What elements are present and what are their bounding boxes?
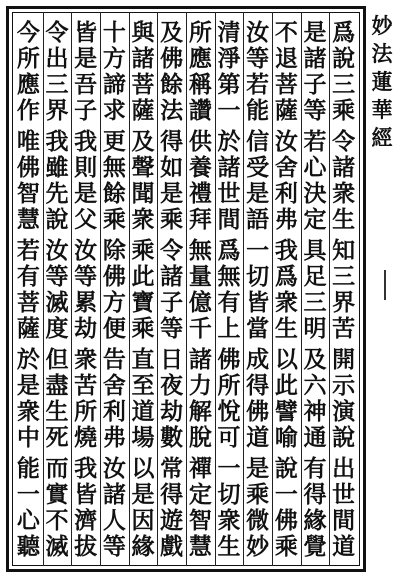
verse-char: 禮 bbox=[188, 180, 212, 207]
verse-char: 衆 bbox=[131, 206, 155, 233]
verse-char: 等 bbox=[160, 315, 184, 342]
verse-char: 是 bbox=[131, 481, 155, 508]
verse-char: 所 bbox=[74, 398, 98, 425]
verse-char: 令 bbox=[45, 19, 69, 46]
verse-char: 舍 bbox=[274, 154, 298, 181]
title-char: 妙 bbox=[371, 13, 393, 38]
verse-char: 定 bbox=[303, 206, 327, 233]
verse-char: 成 bbox=[246, 346, 270, 373]
title-char: 蓮 bbox=[371, 69, 393, 94]
verse-char: 說 bbox=[274, 455, 298, 482]
verse-char: 乘 bbox=[131, 237, 155, 264]
verse-char: 衆 bbox=[332, 180, 356, 207]
verse-char: 有 bbox=[217, 289, 241, 316]
verse-char: 子 bbox=[303, 71, 327, 98]
verse-char: 我 bbox=[74, 128, 98, 155]
verse-char: 緣 bbox=[131, 533, 155, 560]
verse-phrase bbox=[11, 456, 45, 560]
verse-char: 乘 bbox=[246, 481, 270, 508]
verse-char: 與 bbox=[131, 19, 155, 46]
verse-char: 燒 bbox=[74, 424, 98, 451]
verse-char: 妙 bbox=[246, 533, 270, 560]
verse-char: 解 bbox=[188, 398, 212, 425]
verse-char: 得 bbox=[246, 372, 270, 399]
verse-char: 而 bbox=[45, 455, 69, 482]
verse-char: 定 bbox=[188, 481, 212, 508]
verse-char: 若 bbox=[246, 71, 270, 98]
verse-char: 佛 bbox=[160, 45, 184, 72]
verse-char: 至 bbox=[131, 372, 155, 399]
verse-char: 以 bbox=[131, 455, 155, 482]
verse-char: 覺 bbox=[303, 533, 327, 560]
verse-char: 三 bbox=[332, 263, 356, 290]
verse-char: 乘 bbox=[160, 206, 184, 233]
verse-char: 決 bbox=[303, 180, 327, 207]
verse-char: 日 bbox=[160, 346, 184, 373]
verse-char: 作 bbox=[16, 97, 40, 124]
verse-char: 弗 bbox=[102, 424, 126, 451]
verse-char: 世 bbox=[332, 481, 356, 508]
verse-char: 信 bbox=[246, 128, 270, 155]
verse-char: 明 bbox=[303, 315, 327, 342]
verse-char: 等 bbox=[246, 45, 270, 72]
verse-char: 間 bbox=[217, 206, 241, 233]
verse-char: 應 bbox=[188, 45, 212, 72]
verse-char: 稱 bbox=[188, 71, 212, 98]
verse-char: 及 bbox=[303, 346, 327, 373]
verse-char: 餘 bbox=[160, 71, 184, 98]
verse-char: 道 bbox=[131, 398, 155, 425]
verse-char: 方 bbox=[102, 289, 126, 316]
verse-char: 佛 bbox=[102, 263, 126, 290]
title-char: 經 bbox=[371, 125, 393, 150]
verse-char: 是 bbox=[246, 180, 270, 207]
verse-char: 心 bbox=[16, 507, 40, 534]
verse-char: 得 bbox=[160, 481, 184, 508]
verse-char: 演 bbox=[332, 398, 356, 425]
verse-char: 應 bbox=[16, 71, 40, 98]
verse-char: 養 bbox=[188, 154, 212, 181]
verse-char: 拜 bbox=[188, 206, 212, 233]
verse-char: 有 bbox=[303, 455, 327, 482]
verse-char: 薩 bbox=[131, 97, 155, 124]
verse-char: 千 bbox=[188, 315, 212, 342]
verse-char: 弗 bbox=[274, 206, 298, 233]
verse-char: 是 bbox=[246, 455, 270, 482]
verse-char: 佛 bbox=[16, 154, 40, 181]
verse-phrase bbox=[11, 129, 45, 233]
verse-char: 足 bbox=[303, 263, 327, 290]
verse-char: 子 bbox=[74, 97, 98, 124]
verse-char: 子 bbox=[160, 289, 184, 316]
verse-char: 不 bbox=[274, 19, 298, 46]
verse-char: 汝 bbox=[45, 237, 69, 264]
verse-char: 諸 bbox=[160, 263, 184, 290]
verse-char: 等 bbox=[102, 533, 126, 560]
verse-char: 諸 bbox=[332, 154, 356, 181]
verse-char: 若 bbox=[16, 237, 40, 264]
verse-char: 等 bbox=[303, 97, 327, 124]
verse-char: 實 bbox=[45, 481, 69, 508]
verse-char: 人 bbox=[102, 507, 126, 534]
verse-char: 常 bbox=[160, 455, 184, 482]
verse-char: 菩 bbox=[274, 71, 298, 98]
verse-char: 告 bbox=[102, 346, 126, 373]
title-char: 法 bbox=[371, 41, 393, 66]
verse-char: 諸 bbox=[188, 346, 212, 373]
verse-char: 一 bbox=[16, 481, 40, 508]
title-char: 華 bbox=[371, 97, 393, 122]
verse-char: 是 bbox=[16, 372, 40, 399]
verse-char: 當 bbox=[246, 315, 270, 342]
verse-char: 是 bbox=[74, 45, 98, 72]
verse-char: 切 bbox=[217, 481, 241, 508]
verse-char: 乘 bbox=[131, 315, 155, 342]
verse-char: 說 bbox=[332, 424, 356, 451]
verse-char: 退 bbox=[274, 45, 298, 72]
verse-char: 場 bbox=[131, 424, 155, 451]
verse-char: 我 bbox=[74, 455, 98, 482]
verse-char: 苦 bbox=[74, 372, 98, 399]
verse-char: 清 bbox=[217, 19, 241, 46]
verse-char: 出 bbox=[332, 455, 356, 482]
verse-char: 界 bbox=[332, 289, 356, 316]
verse-char: 具 bbox=[303, 237, 327, 264]
verse-column bbox=[10, 20, 46, 560]
verse-char: 所 bbox=[188, 19, 212, 46]
verse-char: 譬 bbox=[274, 398, 298, 425]
verse-char: 界 bbox=[45, 97, 69, 124]
verse-char: 能 bbox=[16, 455, 40, 482]
verse-char: 有 bbox=[16, 263, 40, 290]
verse-char: 及 bbox=[131, 128, 155, 155]
verse-char: 所 bbox=[217, 372, 241, 399]
verse-char: 拔 bbox=[74, 533, 98, 560]
verse-char: 此 bbox=[131, 263, 155, 290]
verse-char: 心 bbox=[303, 154, 327, 181]
sutra-title-strip bbox=[368, 12, 396, 150]
verse-char: 上 bbox=[217, 315, 241, 342]
verse-char: 出 bbox=[45, 45, 69, 72]
verse-char: 六 bbox=[303, 372, 327, 399]
verse-char: 度 bbox=[45, 315, 69, 342]
verse-char: 除 bbox=[102, 237, 126, 264]
verse-char: 薩 bbox=[16, 315, 40, 342]
verse-char: 劫 bbox=[74, 315, 98, 342]
verse-char: 喻 bbox=[274, 424, 298, 451]
verse-char: 生 bbox=[274, 315, 298, 342]
verse-char: 世 bbox=[217, 180, 241, 207]
verse-char: 數 bbox=[160, 424, 184, 451]
verse-char: 死 bbox=[45, 424, 69, 451]
verse-char: 得 bbox=[160, 128, 184, 155]
verse-char: 滅 bbox=[45, 289, 69, 316]
verse-char: 智 bbox=[16, 180, 40, 207]
verse-char: 聽 bbox=[16, 533, 40, 560]
verse-char: 若 bbox=[303, 128, 327, 155]
verse-char: 我 bbox=[45, 128, 69, 155]
verse-char: 劫 bbox=[160, 398, 184, 425]
verse-phrase bbox=[11, 20, 45, 124]
verse-char: 智 bbox=[188, 507, 212, 534]
verse-char: 於 bbox=[16, 346, 40, 373]
verse-char: 皆 bbox=[246, 289, 270, 316]
verse-char: 法 bbox=[160, 97, 184, 124]
verse-char: 於 bbox=[217, 128, 241, 155]
verse-char: 諸 bbox=[131, 45, 155, 72]
verse-char: 億 bbox=[188, 289, 212, 316]
verse-char: 衆 bbox=[274, 289, 298, 316]
verse-char: 諦 bbox=[102, 71, 126, 98]
verse-char: 爲 bbox=[332, 19, 356, 46]
verse-char: 便 bbox=[102, 315, 126, 342]
verse-char: 是 bbox=[303, 19, 327, 46]
verse-char: 皆 bbox=[74, 481, 98, 508]
verse-char: 三 bbox=[45, 71, 69, 98]
verse-char: 雖 bbox=[45, 154, 69, 181]
verse-char: 更 bbox=[102, 128, 126, 155]
verse-char: 直 bbox=[131, 346, 155, 373]
verse-char: 汝 bbox=[274, 128, 298, 155]
verse-char: 所 bbox=[16, 45, 40, 72]
verse-char: 一 bbox=[246, 237, 270, 264]
verse-char: 第 bbox=[217, 71, 241, 98]
verse-char: 衆 bbox=[217, 507, 241, 534]
verse-char: 夜 bbox=[160, 372, 184, 399]
verse-char: 道 bbox=[332, 533, 356, 560]
verse-char: 汝 bbox=[102, 455, 126, 482]
verse-char: 得 bbox=[303, 481, 327, 508]
verse-char: 佛 bbox=[274, 507, 298, 534]
verse-char: 汝 bbox=[74, 237, 98, 264]
verse-char: 累 bbox=[74, 289, 98, 316]
verse-char: 神 bbox=[303, 398, 327, 425]
verse-char: 菩 bbox=[131, 71, 155, 98]
verse-char: 說 bbox=[45, 206, 69, 233]
verse-char: 一 bbox=[274, 481, 298, 508]
verse-char: 如 bbox=[160, 154, 184, 181]
verse-char: 則 bbox=[74, 154, 98, 181]
verse-char: 爲 bbox=[274, 263, 298, 290]
verse-char: 十 bbox=[102, 19, 126, 46]
verse-char: 無 bbox=[102, 154, 126, 181]
verse-char: 令 bbox=[160, 237, 184, 264]
verse-char: 是 bbox=[74, 180, 98, 207]
verse-char: 父 bbox=[74, 206, 98, 233]
verse-char: 能 bbox=[246, 97, 270, 124]
verse-char: 但 bbox=[45, 346, 69, 373]
verse-char: 佛 bbox=[246, 398, 270, 425]
verse-char: 求 bbox=[102, 97, 126, 124]
verse-char: 今 bbox=[16, 19, 40, 46]
verse-char: 生 bbox=[332, 206, 356, 233]
verse-char: 因 bbox=[131, 507, 155, 534]
verse-char: 通 bbox=[303, 424, 327, 451]
verse-char: 乘 bbox=[274, 533, 298, 560]
verse-char: 量 bbox=[188, 263, 212, 290]
verse-char: 唯 bbox=[16, 128, 40, 155]
verse-char: 濟 bbox=[74, 507, 98, 534]
verse-char: 慧 bbox=[16, 206, 40, 233]
verse-char: 不 bbox=[45, 507, 69, 534]
verse-char: 無 bbox=[188, 237, 212, 264]
verse-char: 衆 bbox=[16, 398, 40, 425]
verse-char: 是 bbox=[160, 180, 184, 207]
verse-char: 佛 bbox=[217, 346, 241, 373]
verse-char: 緣 bbox=[303, 507, 327, 534]
verse-char: 利 bbox=[102, 398, 126, 425]
verse-char: 令 bbox=[332, 128, 356, 155]
verse-char: 苦 bbox=[332, 315, 356, 342]
verse-char: 衆 bbox=[74, 346, 98, 373]
verse-char: 切 bbox=[246, 263, 270, 290]
verse-char: 滅 bbox=[45, 533, 69, 560]
verse-char: 乘 bbox=[102, 206, 126, 233]
verse-char: 等 bbox=[45, 263, 69, 290]
verse-char: 一 bbox=[217, 97, 241, 124]
verse-char: 吾 bbox=[74, 71, 98, 98]
verse-char: 方 bbox=[102, 45, 126, 72]
verse-char: 可 bbox=[217, 424, 241, 451]
verse-char: 利 bbox=[274, 180, 298, 207]
verse-char: 薩 bbox=[274, 97, 298, 124]
verse-char: 說 bbox=[332, 45, 356, 72]
verse-char: 汝 bbox=[246, 19, 270, 46]
margin-edge-mark bbox=[384, 270, 394, 300]
verse-char: 供 bbox=[188, 128, 212, 155]
verse-char: 爲 bbox=[217, 237, 241, 264]
verse-char: 乘 bbox=[332, 97, 356, 124]
verse-char: 三 bbox=[303, 289, 327, 316]
verse-char: 菩 bbox=[16, 289, 40, 316]
verse-phrase bbox=[11, 347, 45, 451]
verse-char: 盡 bbox=[45, 372, 69, 399]
verse-char: 舍 bbox=[102, 372, 126, 399]
verse-char: 開 bbox=[332, 346, 356, 373]
verse-char: 一 bbox=[217, 455, 241, 482]
verse-char: 此 bbox=[274, 372, 298, 399]
verse-char: 悅 bbox=[217, 398, 241, 425]
verse-char: 及 bbox=[160, 19, 184, 46]
verse-char: 我 bbox=[274, 237, 298, 264]
verse-char: 生 bbox=[45, 398, 69, 425]
verse-char: 讚 bbox=[188, 97, 212, 124]
verse-char: 先 bbox=[45, 180, 69, 207]
verse-char: 慧 bbox=[188, 533, 212, 560]
verse-char: 三 bbox=[332, 71, 356, 98]
verse-char: 道 bbox=[246, 424, 270, 451]
verse-char: 知 bbox=[332, 237, 356, 264]
verse-char: 語 bbox=[246, 206, 270, 233]
verse-char: 等 bbox=[74, 263, 98, 290]
verse-char: 寶 bbox=[131, 289, 155, 316]
verse-char: 餘 bbox=[102, 180, 126, 207]
verse-char: 諸 bbox=[217, 154, 241, 181]
verse-char: 以 bbox=[274, 346, 298, 373]
verse-char: 無 bbox=[217, 263, 241, 290]
verse-char: 受 bbox=[246, 154, 270, 181]
verse-char: 脫 bbox=[188, 424, 212, 451]
verse-char: 諸 bbox=[102, 481, 126, 508]
verse-char: 聲 bbox=[131, 154, 155, 181]
verse-char: 中 bbox=[16, 424, 40, 451]
verse-char: 遊 bbox=[160, 507, 184, 534]
verse-char: 生 bbox=[217, 533, 241, 560]
verse-char: 示 bbox=[332, 372, 356, 399]
verse-char: 淨 bbox=[217, 45, 241, 72]
verse-char: 諸 bbox=[303, 45, 327, 72]
verse-char: 禪 bbox=[188, 455, 212, 482]
verse-char: 皆 bbox=[74, 19, 98, 46]
verse-phrase bbox=[11, 238, 45, 342]
verse-char: 聞 bbox=[131, 180, 155, 207]
verse-char: 間 bbox=[332, 507, 356, 534]
verse-char: 力 bbox=[188, 372, 212, 399]
verse-char: 微 bbox=[246, 507, 270, 534]
verse-char: 戲 bbox=[160, 533, 184, 560]
